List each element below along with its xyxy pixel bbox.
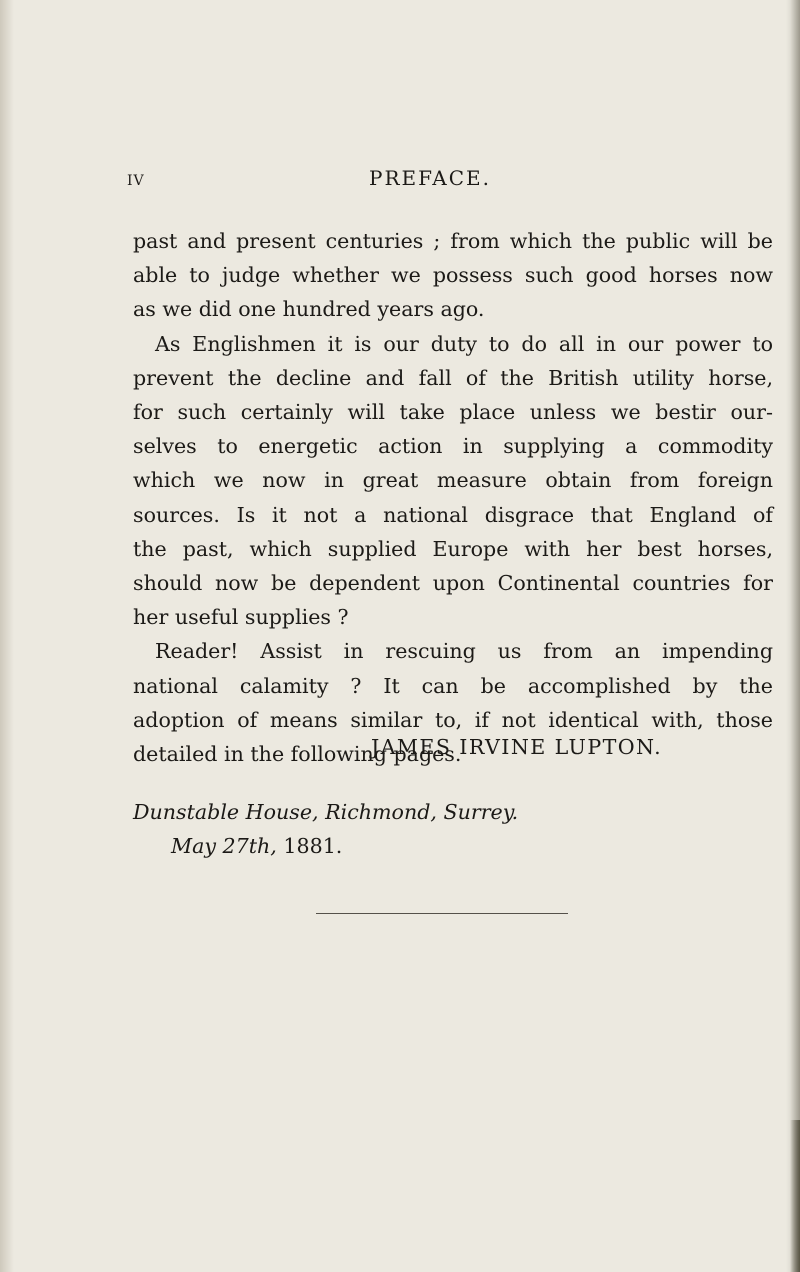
address-date [133,829,518,863]
text-line: Reader! Assist in rescuing us from an impending [155,639,773,664]
page-edge-shadow [786,0,800,1272]
text-line: able to judge whether we possess such good horses now [133,263,773,288]
text-line: the past, which supplied Europe with her best horses, [133,536,773,561]
date-year: 1881. [283,834,343,858]
text-line: selves to energetic action in supplying a commodity [133,434,773,459]
page-edge-stain [790,1120,800,1272]
text-line: sources. Is it not a national disgrace that England of [133,502,773,527]
text-line: past and present centuries ; from which the public will be [133,229,773,253]
address-place: Dunstable House, Richmond, Surrey. [133,800,519,824]
text-line: detailed in the following pages. [133,742,462,767]
text-line: adoption of means similar to, if not identical with, those [133,707,773,732]
date-day: May 27th, [171,834,277,858]
page-number: iv [127,166,145,190]
text-line: should now be dependent upon Continental countries for [133,571,773,596]
text-line: which we now in great measure obtain from foreign [133,468,773,493]
page-binding-shadow [0,0,14,1272]
running-head [127,166,773,196]
address-block [133,795,518,863]
text-line: As Englishmen it is our duty to do all in our power to [155,331,773,356]
text-line: as we did one hundred years ago. [133,297,485,322]
preface-text [133,224,773,771]
running-title: PREFACE. [369,166,491,190]
text-line: for such certainly will take place unless we bestir our- [133,400,773,425]
text-line: her useful supplies ? [133,605,349,630]
text-line: national calamity ? It can be accomplished by the [133,673,773,698]
text-line: prevent the decline and fall of the British utility horse, [133,365,773,390]
author-signature: JAMES IRVINE LUPTON. [371,735,663,759]
closing-rule [316,913,568,914]
